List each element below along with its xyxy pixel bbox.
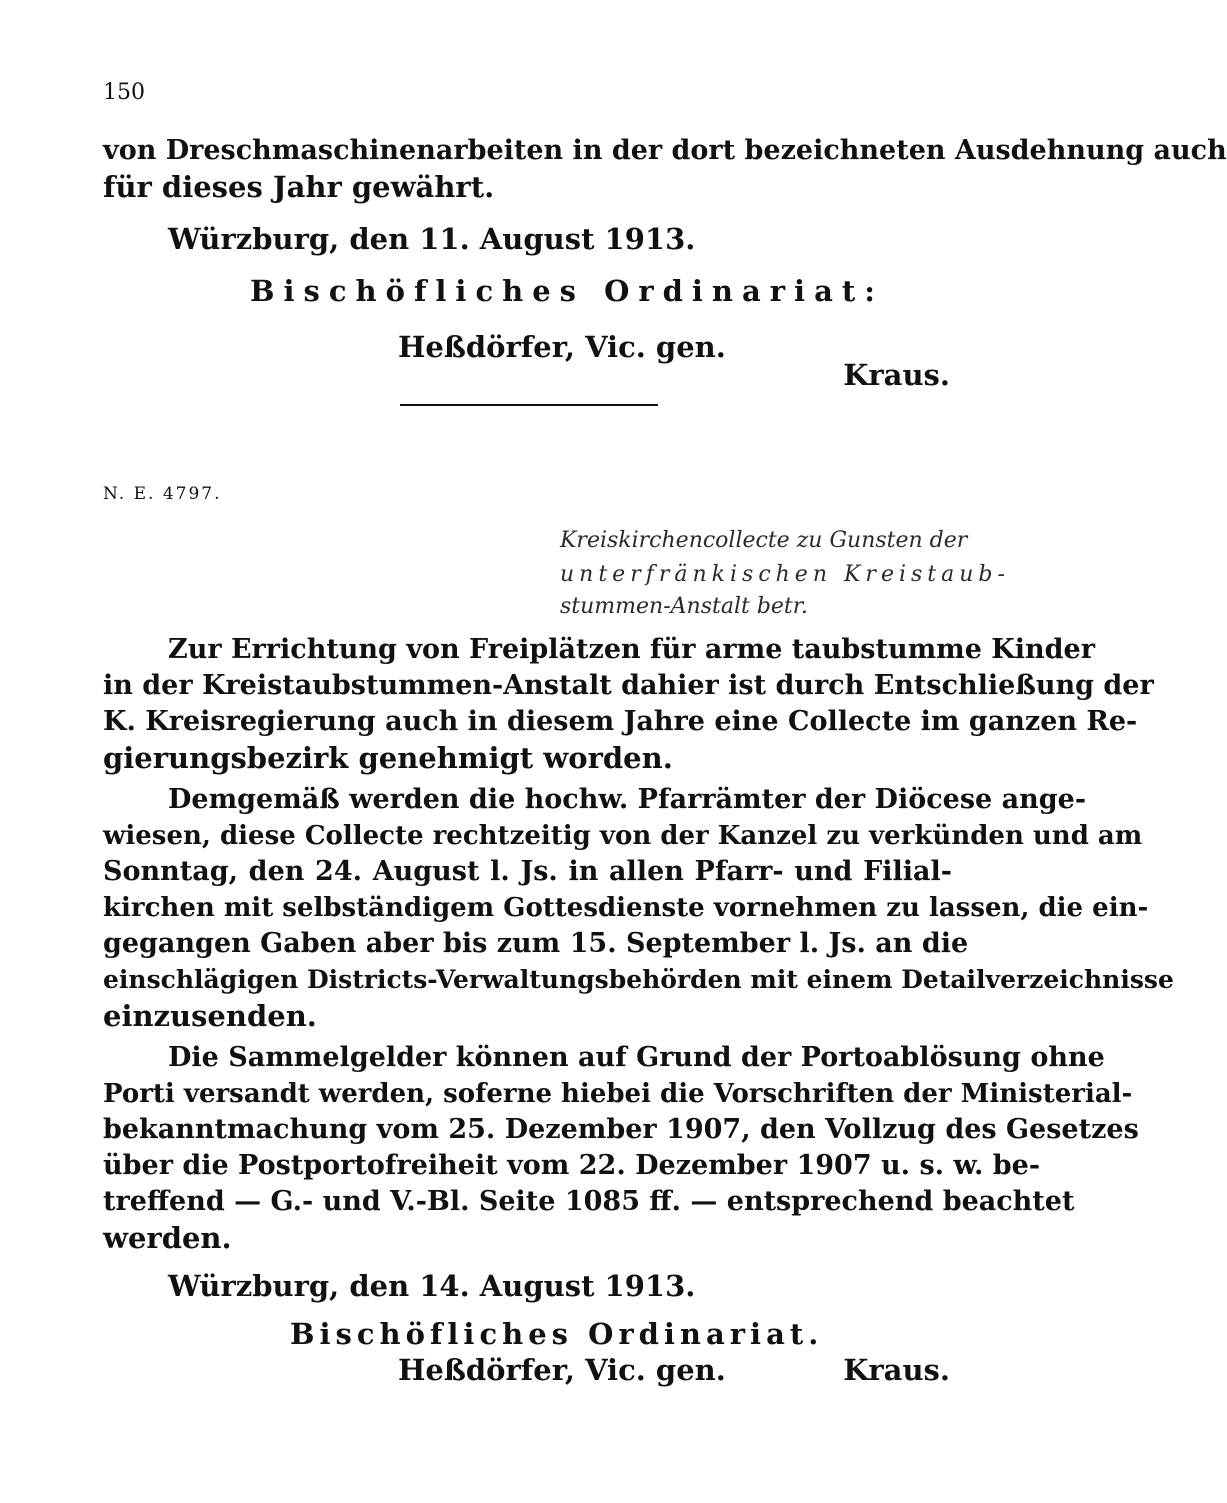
text-line: gegangen Gaben aber bis zum 15. September l. Js. an die <box>103 928 969 959</box>
text-line: in der Kreistaubstummen-Anstalt dahier ist durch Entschließung der <box>103 670 1154 701</box>
authority-heading: Bischöfliches Ordinariat. <box>290 1317 824 1351</box>
text-line: K. Kreisregierung auch in diesem Jahre eine Collecte im ganzen Re- <box>103 706 1138 737</box>
section-divider <box>400 404 658 406</box>
text-line: Die Sammelgelder können auf Grund der Portoablösung ohne <box>168 1042 1105 1073</box>
text-line: treffend — G.- und V.-Bl. Seite 1085 ff. — entsprechend beachtet <box>103 1186 1075 1217</box>
cosignatory: Kraus. <box>843 1353 950 1387</box>
text-line: Sonntag, den 24. August l. Js. in allen Pfarr- und Filial- <box>103 856 952 887</box>
text-line: bekanntmachung vom 25. Dezember 1907, den Vollzug des Gesetzes <box>103 1114 1139 1145</box>
authority-heading: Bischöfliches Ordinariat: <box>250 274 884 308</box>
text-line: Porti versandt werden, soferne hiebei die Vorschriften der Ministerial- <box>103 1079 1133 1109</box>
text-line: wiesen, diese Collecte rechtzeitig von der Kanzel zu verkünden und am <box>103 821 1143 851</box>
place-date: Würzburg, den 11. August 1913. <box>168 222 696 256</box>
signatory: Heßdörfer, Vic. gen. <box>398 1353 726 1387</box>
text-line: für dieses Jahr gewährt. <box>103 170 495 204</box>
page-number: 150 <box>103 80 145 105</box>
text-line: einschlägigen Districts-Verwaltungsbehörden mit einem Detailverzeichnisse <box>103 965 1174 994</box>
text-line: von Dreschmaschinenarbeiten in der dort bezeichneten Ausdehnung auch <box>103 135 1227 166</box>
text-line: kirchen mit selbständigem Gottesdienste vornehmen zu lassen, die ein- <box>103 893 1149 923</box>
text-line: gierungsbezirk genehmigt worden. <box>103 741 673 775</box>
text-line: werden. <box>103 1221 232 1255</box>
text-line: über die Postportofreiheit vom 22. Dezember 1907 u. s. w. be- <box>103 1150 1041 1181</box>
subject-line: stummen-Anstalt betr. <box>560 594 808 619</box>
text-line: Zur Errichtung von Freiplätzen für arme taubstumme Kinder <box>168 634 1095 665</box>
signatory: Heßdörfer, Vic. gen. <box>398 330 726 364</box>
subject-line: Kreiskirchencollecte zu Gunsten der <box>560 528 968 553</box>
subject-line: unterfränkischen Kreistaub- <box>560 562 1010 587</box>
text-line: Demgemäß werden die hochw. Pfarrämter der Diöcese ange- <box>168 784 1087 815</box>
place-date: Würzburg, den 14. August 1913. <box>168 1269 696 1303</box>
reference-number: N. E. 4797. <box>103 484 222 504</box>
text-line: einzusenden. <box>103 999 317 1033</box>
cosignatory: Kraus. <box>843 358 950 392</box>
